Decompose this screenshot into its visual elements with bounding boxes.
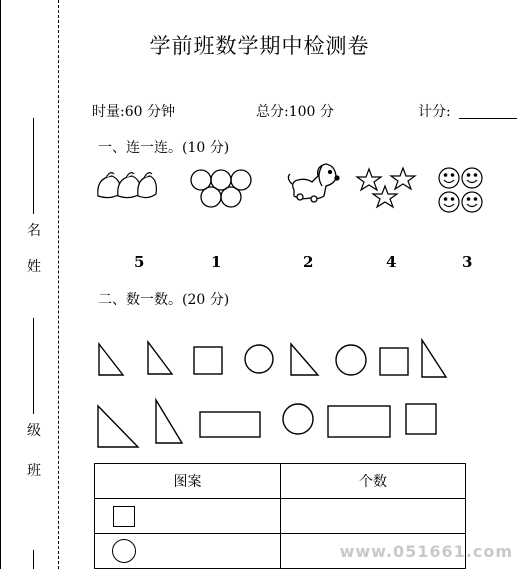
match-number-5: 3	[462, 253, 473, 271]
circle-shape	[336, 345, 366, 375]
section1-heading: 一、连一连。(10 分)	[98, 140, 230, 156]
square-shape	[194, 347, 222, 374]
circle-shape	[283, 404, 313, 434]
table-cell-shape	[95, 534, 281, 569]
table-cell-shape	[95, 499, 281, 534]
square-shape	[406, 404, 436, 434]
table-cell-count-answer[interactable]	[281, 499, 466, 534]
page-title: 学前班数学期中检测卷	[149, 34, 370, 58]
side-label-class-2: 级	[27, 423, 41, 439]
circle-shape	[245, 345, 273, 373]
square-shape	[380, 348, 408, 375]
exam-time: 时量:60 分钟	[92, 104, 175, 120]
rectangle-shape	[200, 412, 260, 437]
match-number-2: 1	[211, 253, 222, 271]
triangle-shape	[98, 406, 138, 447]
section2-heading: 二、数一数。(20 分)	[98, 292, 230, 308]
match-number-3: 2	[303, 253, 314, 271]
rectangle-shape	[328, 406, 390, 437]
score-field-label: 计分:	[418, 104, 451, 120]
side-label-class-1: 班	[27, 463, 41, 479]
match-number-1: 5	[134, 253, 145, 271]
column-header-count: 个数	[281, 464, 466, 499]
side-label-name-2: 名	[27, 223, 41, 239]
watermark-text: www.051661.com	[339, 542, 513, 561]
triangle-shape	[148, 342, 172, 374]
triangle-shape	[99, 344, 123, 375]
table-row	[95, 499, 466, 534]
match-number-4: 4	[386, 253, 397, 271]
triangle-shape	[156, 400, 182, 443]
column-header-pattern: 图案	[95, 464, 281, 499]
triangle-shape	[422, 340, 446, 377]
total-score: 总分:100 分	[256, 104, 334, 120]
side-label-name-1: 姓	[27, 259, 41, 275]
table-header-row	[95, 464, 466, 499]
triangle-shape	[291, 344, 318, 375]
square-icon	[113, 506, 135, 527]
circle-icon	[112, 539, 136, 563]
